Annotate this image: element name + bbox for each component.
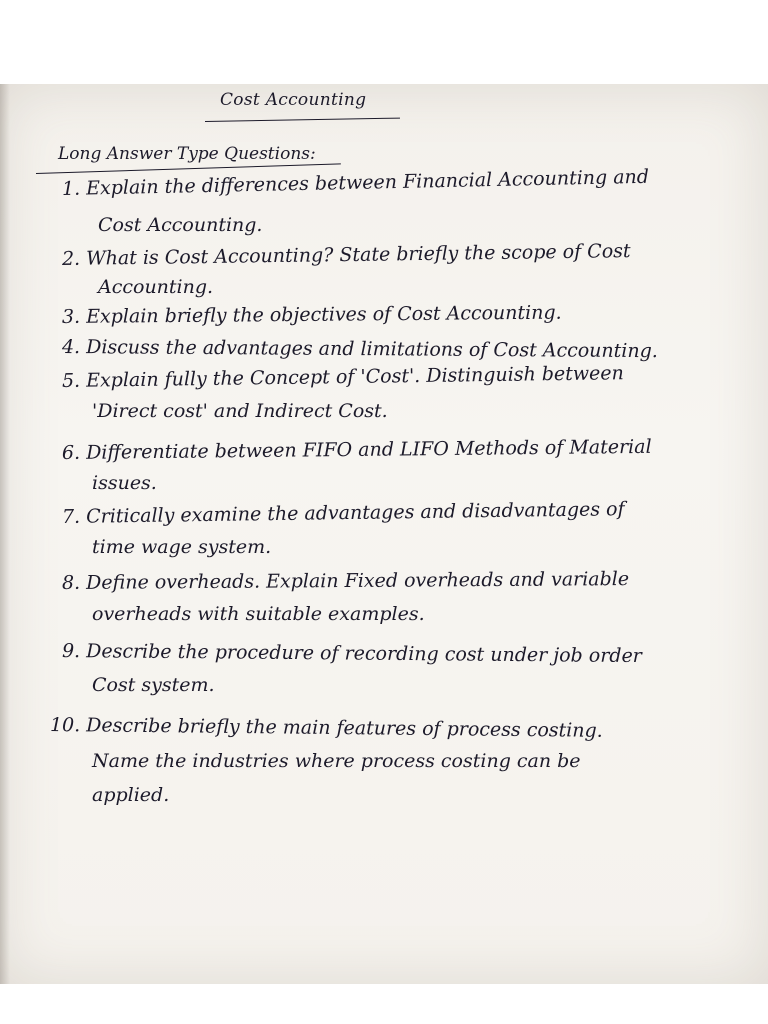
question-text: Differentiate between FIFO and LIFO Methods of Material	[86, 435, 652, 464]
question-number: 8.	[61, 571, 81, 594]
question-number: 2.	[61, 247, 81, 270]
question-text: Explain fully the Concept of 'Cost'. Distinguish between	[85, 362, 624, 392]
question-text: Explain briefly the objectives of Cost Accounting.	[86, 301, 562, 328]
question-9	[62, 642, 642, 666]
question-number: 4.	[61, 336, 81, 359]
question-number: 7.	[61, 505, 81, 528]
question-1-continuation: Cost Accounting.	[98, 214, 263, 236]
question-3	[61, 301, 562, 328]
paper-shadow	[0, 84, 10, 984]
question-9-continuation: Cost system.	[92, 674, 215, 696]
question-number: 10.	[49, 714, 81, 737]
question-number: 9.	[61, 640, 81, 663]
question-8	[62, 570, 629, 593]
question-number: 3.	[61, 305, 81, 328]
question-text: Discuss the advantages and limitations of Cost Accounting.	[86, 336, 658, 363]
question-text: Define overheads. Explain Fixed overheads and variable	[86, 568, 630, 594]
question-text: Explain the differences between Financial Accounting and	[85, 165, 650, 200]
question-2-continuation: Accounting.	[98, 276, 214, 298]
question-number: 6.	[61, 441, 81, 464]
question-text: What is Cost Accounting? State briefly the scope of Cost	[85, 240, 631, 270]
document-title: Cost Accounting	[220, 90, 367, 110]
question-10-continuation-2: applied.	[92, 784, 170, 806]
question-text: Describe briefly the main features of process costing.	[86, 714, 603, 742]
question-4	[62, 338, 658, 361]
question-number: 5.	[61, 369, 81, 392]
question-6-continuation: issues.	[92, 472, 157, 494]
question-5-continuation: 'Direct cost' and Indirect Cost.	[92, 400, 388, 422]
question-10-continuation: Name the industries where process costing can be	[92, 750, 581, 772]
question-text: Critically examine the advantages and disadvantages of	[85, 498, 625, 528]
question-text: Describe the procedure of recording cost under job order	[86, 640, 642, 668]
section-heading: Long Answer Type Questions:	[58, 144, 316, 164]
question-8-continuation: overheads with suitable examples.	[92, 603, 425, 625]
question-7-continuation: time wage system.	[92, 536, 272, 558]
question-number: 1.	[61, 177, 81, 200]
